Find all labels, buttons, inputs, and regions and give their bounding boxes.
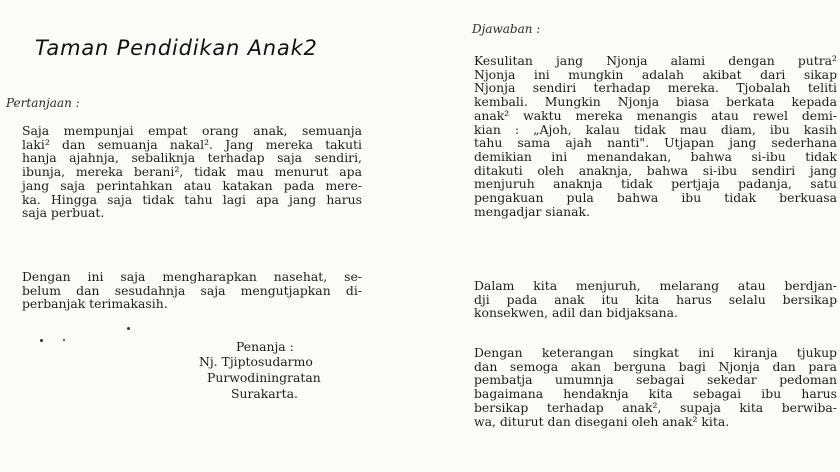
text-line: pembatja umumnja sebagai sekedar pedoman [474,372,837,388]
answer-paragraph-3 [474,346,837,428]
print-speck [127,327,130,330]
text-line: mengadjar sianak. [474,203,590,219]
text-line: Dengan keterangan singkat ini kiranja tjukup [474,345,837,360]
text-line: hanja ajahnja, sebaliknja terhadap saja sendiri, [22,150,362,166]
signature-label: Penanja : [236,339,294,354]
text-line: jang saja perintahkan atau katakan pada mere- [22,177,362,193]
answer-heading: Djawaban : [472,22,541,36]
text-line: dji pada anak itu kita harus selalu bersikap [474,291,837,307]
text-line: bersikap terhadap anak², supaja kita berwiba- [474,399,837,415]
text-line: laki² dan semuanja nakal². Jang mereka takuti [22,136,362,152]
text-line: ibunja, mereka berani², tidak mau menurut apa [22,164,362,180]
answer-paragraph-1 [474,54,837,218]
text-line: pengakuan pula bahwa ibu tidak berkuasa [474,190,837,206]
text-line: konsekwen, adil dan bidjaksana. [474,305,678,321]
question-heading: Pertanjaan : [6,96,80,110]
text-line: Njonja ini mungkin adalah akibat dari sikap [474,66,837,82]
text-line: dan semoga akan berguna bagi Njonja dan para [474,358,837,374]
text-line: Dengan ini saja mengharapkan nasehat, se- [22,269,362,284]
text-line: wa, diturut dan disegani oleh anak² kita. [474,413,730,429]
closing-paragraph [22,270,362,311]
question-column [0,0,380,472]
text-line: belum dan sesudahnja saja mengutjapkan di- [22,282,362,298]
text-line: saja perbuat. [22,205,105,221]
answer-column [462,0,838,472]
text-line: ditakuti oleh anaknja, bahwa si-ibu sendiri jang [474,162,837,178]
text-line: tahu sama ajah nanti". Utjapan jang sederhana [474,135,837,151]
text-line: kian : „Ajoh, kalau tidak mau diam, ibu kasih [474,121,837,137]
signature-place: Purwodiningratan [207,370,321,385]
text-line: Kesulitan jang Njonja alami dengan putra² [474,53,837,68]
text-line: Saja mempunjai empat orang anak, semuanja [22,123,362,138]
text-line: perbanjak terimakasih. [22,296,168,312]
text-line: Dalam kita menjuruh, melarang atau berdjan- [474,278,837,293]
print-speck [63,339,65,341]
column-title: Taman Pendidikan Anak2 [35,36,318,60]
text-line: ka. Hingga saja tidak tahu lagi apa jang harus [22,191,362,207]
text-line: kembali. Mungkin Njonja biasa berkata kepada [474,94,837,110]
text-line: menjuruh anaknja tidak pertjaja padanja, satu [474,176,837,192]
text-line: Njonja sendiri terhadap mereka. Tjobalah teliti [474,80,837,96]
text-line: bagaimana hendaknja kita sebagai ibu harus [474,386,837,402]
text-line: demikian ini menandakan, bahwa si-ibu tidak [474,148,837,164]
signature-name: Nj. Tjiptosudarmo [199,354,313,369]
question-paragraph [22,124,362,220]
text-line: anak² waktu mereka menangis atau rewel demi- [474,107,837,123]
print-speck [40,339,43,342]
answer-paragraph-2 [474,279,837,320]
signature-city: Surakarta. [231,386,298,401]
